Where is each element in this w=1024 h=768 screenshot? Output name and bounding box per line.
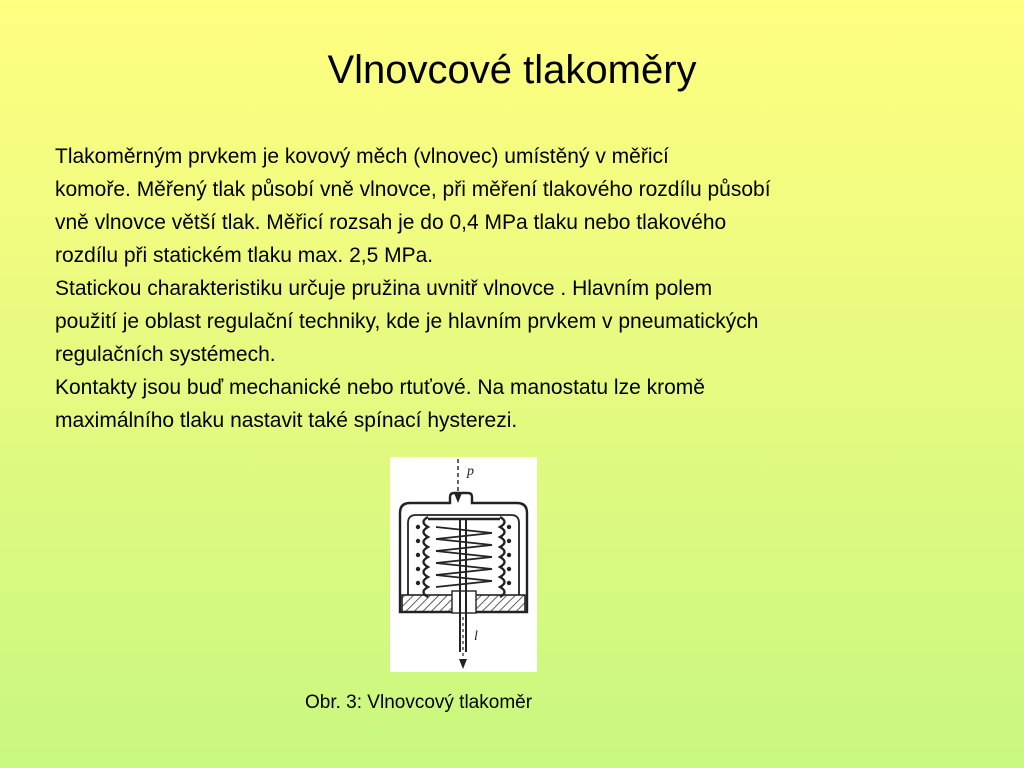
displacement-label: l <box>474 629 478 644</box>
text-line: Statickou charakteristiku určuje pružina uvnitř vlnovce . Hlavním polem <box>55 277 713 300</box>
bellows-right-wall <box>500 517 505 597</box>
pressure-label: p <box>467 464 474 479</box>
text-line: Kontakty jsou buď mechanické nebo rtuťové. Na manostatu lze kromě <box>55 376 705 399</box>
paragraph-bellows-description <box>55 140 955 272</box>
bellows-diagram-svg <box>390 457 537 672</box>
stem-guide <box>452 591 476 613</box>
text-line: použití je oblast regulační techniky, kde je hlavním prvkem v pneumatických <box>55 310 759 333</box>
body-text <box>55 140 955 437</box>
text-line: maximálního tlaku nastavit také spínací hysterezi. <box>55 409 518 432</box>
pressure-arrows-right <box>507 525 511 585</box>
text-line: rozdílu při statickém tlaku max. 2,5 MPa. <box>55 244 434 267</box>
inlet-arrow <box>454 493 462 503</box>
text-line: regulačních systémech. <box>55 343 276 366</box>
text-line: komoře. Měřený tlak působí vně vlnovce, při měření tlakového rozdílu působí <box>55 178 771 201</box>
spring <box>436 527 492 587</box>
bellows-left-wall <box>424 517 429 597</box>
figure-caption: Obr. 3: Vlnovcový tlakoměr <box>305 692 533 713</box>
pressure-arrows-left <box>416 525 420 585</box>
text-line: Tlakoměrným prvkem je kovový měch (vlnovec) umístěný v měřicí <box>55 145 669 168</box>
paragraph-characteristic <box>55 272 955 371</box>
output-arrow <box>459 659 467 669</box>
paragraph-contacts <box>55 371 955 437</box>
bellows-gauge-diagram <box>390 457 537 672</box>
slide-title: Vlnovcové tlakoměry <box>327 48 697 92</box>
text-line: vně vlnovce větší tlak. Měřicí rozsah je do 0,4 MPa tlaku nebo tlakového <box>55 211 727 234</box>
